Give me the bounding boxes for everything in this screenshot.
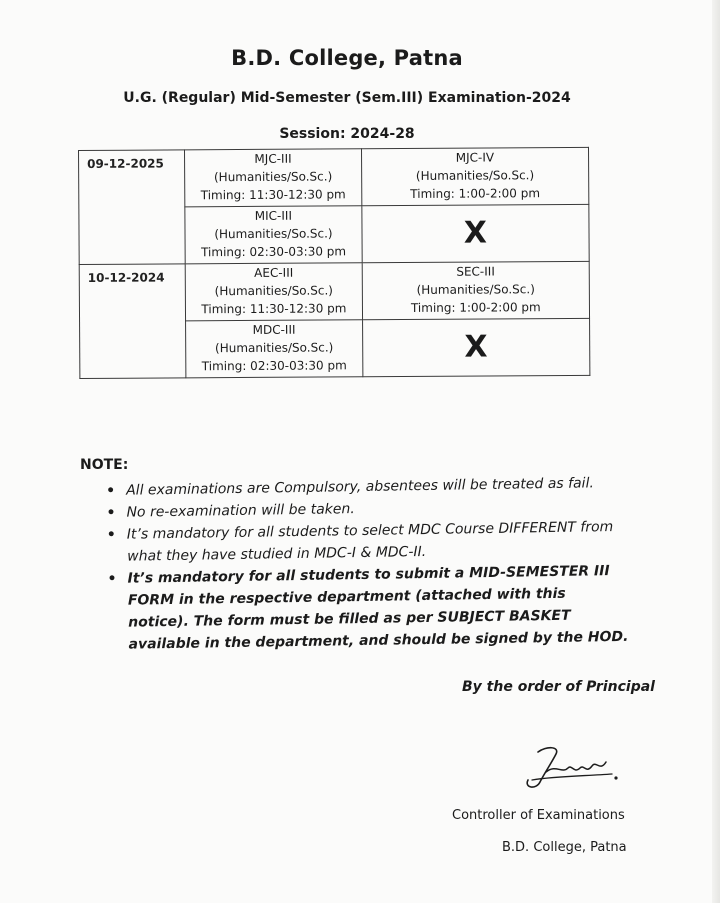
paper-timing: Timing: 11:30-12:30 pm [200, 187, 346, 203]
note-text: It’s mandatory for all students to submit a MID-SEMESTER III FORM in the respective department (attached with this notice). The form must be filled as per SUBJECT BASKET available in the department, and should be signed by the HOD. [127, 563, 629, 653]
paper-timing: Timing: 11:30-12:30 pm [201, 301, 347, 317]
note-heading: NOTE: [80, 457, 129, 473]
note-text: All examinations are Compulsory, absentees will be treated as fail. [126, 475, 594, 499]
paper-code: AEC-III [254, 265, 294, 280]
paper-group: (Humanities/So.Sc.) [416, 282, 535, 297]
paper-cell [361, 147, 589, 205]
date-cell: 10-12-2024 [79, 264, 186, 379]
paper-group: (Humanities/So.Sc.) [415, 168, 535, 183]
exam-schedule-table [78, 147, 590, 379]
paper-timing: Timing: 1:00-2:00 pm [410, 186, 541, 201]
page-edge [712, 0, 720, 903]
paper-group: (Humanities/So.Sc.) [213, 169, 333, 185]
paper-group: (Humanities/So.Sc.) [214, 340, 334, 356]
empty-slot-cell [362, 318, 590, 376]
paper-timing: Timing: 1:00-2:00 pm [410, 300, 541, 315]
exam-subtitle: U.G. (Regular) Mid-Semester (Sem.III) Examination-2024 [123, 90, 571, 106]
session-label: Session: 2024-28 [279, 126, 415, 142]
paper-group: (Humanities/So.Sc.) [214, 283, 333, 299]
paper-cell [362, 261, 590, 319]
table-row [79, 147, 589, 207]
bullet-icon: • [106, 482, 116, 499]
paper-code: MDC-III [252, 322, 296, 337]
signature-icon [516, 744, 626, 794]
order-line: By the order of Principal [462, 679, 655, 695]
page-title: B.D. College, Patna [231, 46, 463, 70]
paper-code: MJC-III [254, 151, 292, 166]
empty-slot-cell [362, 204, 590, 262]
note-text: No re-examination will be taken. [126, 501, 355, 521]
bullet-icon: • [107, 570, 117, 587]
cross-mark: X [464, 329, 488, 365]
paper-timing: Timing: 02:30-03:30 pm [201, 358, 347, 374]
paper-cell [185, 206, 362, 264]
date-cell: 09-12-2025 [79, 150, 186, 265]
bullet-icon: • [106, 526, 116, 543]
paper-code: SEC-III [456, 264, 495, 279]
paper-group: (Humanities/So.Sc.) [214, 226, 333, 242]
college-footer: B.D. College, Patna [502, 840, 627, 855]
paper-timing: Timing: 02:30-03:30 pm [201, 244, 347, 260]
cross-mark: X [463, 215, 488, 251]
paper-code: MJC-IV [455, 150, 495, 165]
table-row [79, 261, 589, 321]
paper-cell [186, 320, 363, 378]
paper-cell [185, 263, 362, 321]
controller-title: Controller of Examinations [452, 808, 625, 823]
list-item [107, 560, 628, 656]
note-text: It’s mandatory for all students to select MDC Course DIFFERENT from what they have studied in MDC-I & MDC-II. [126, 519, 614, 565]
paper-code: MIC-III [254, 208, 293, 223]
notes-list [106, 472, 629, 656]
paper-cell [185, 149, 362, 207]
bullet-icon: • [106, 504, 116, 521]
